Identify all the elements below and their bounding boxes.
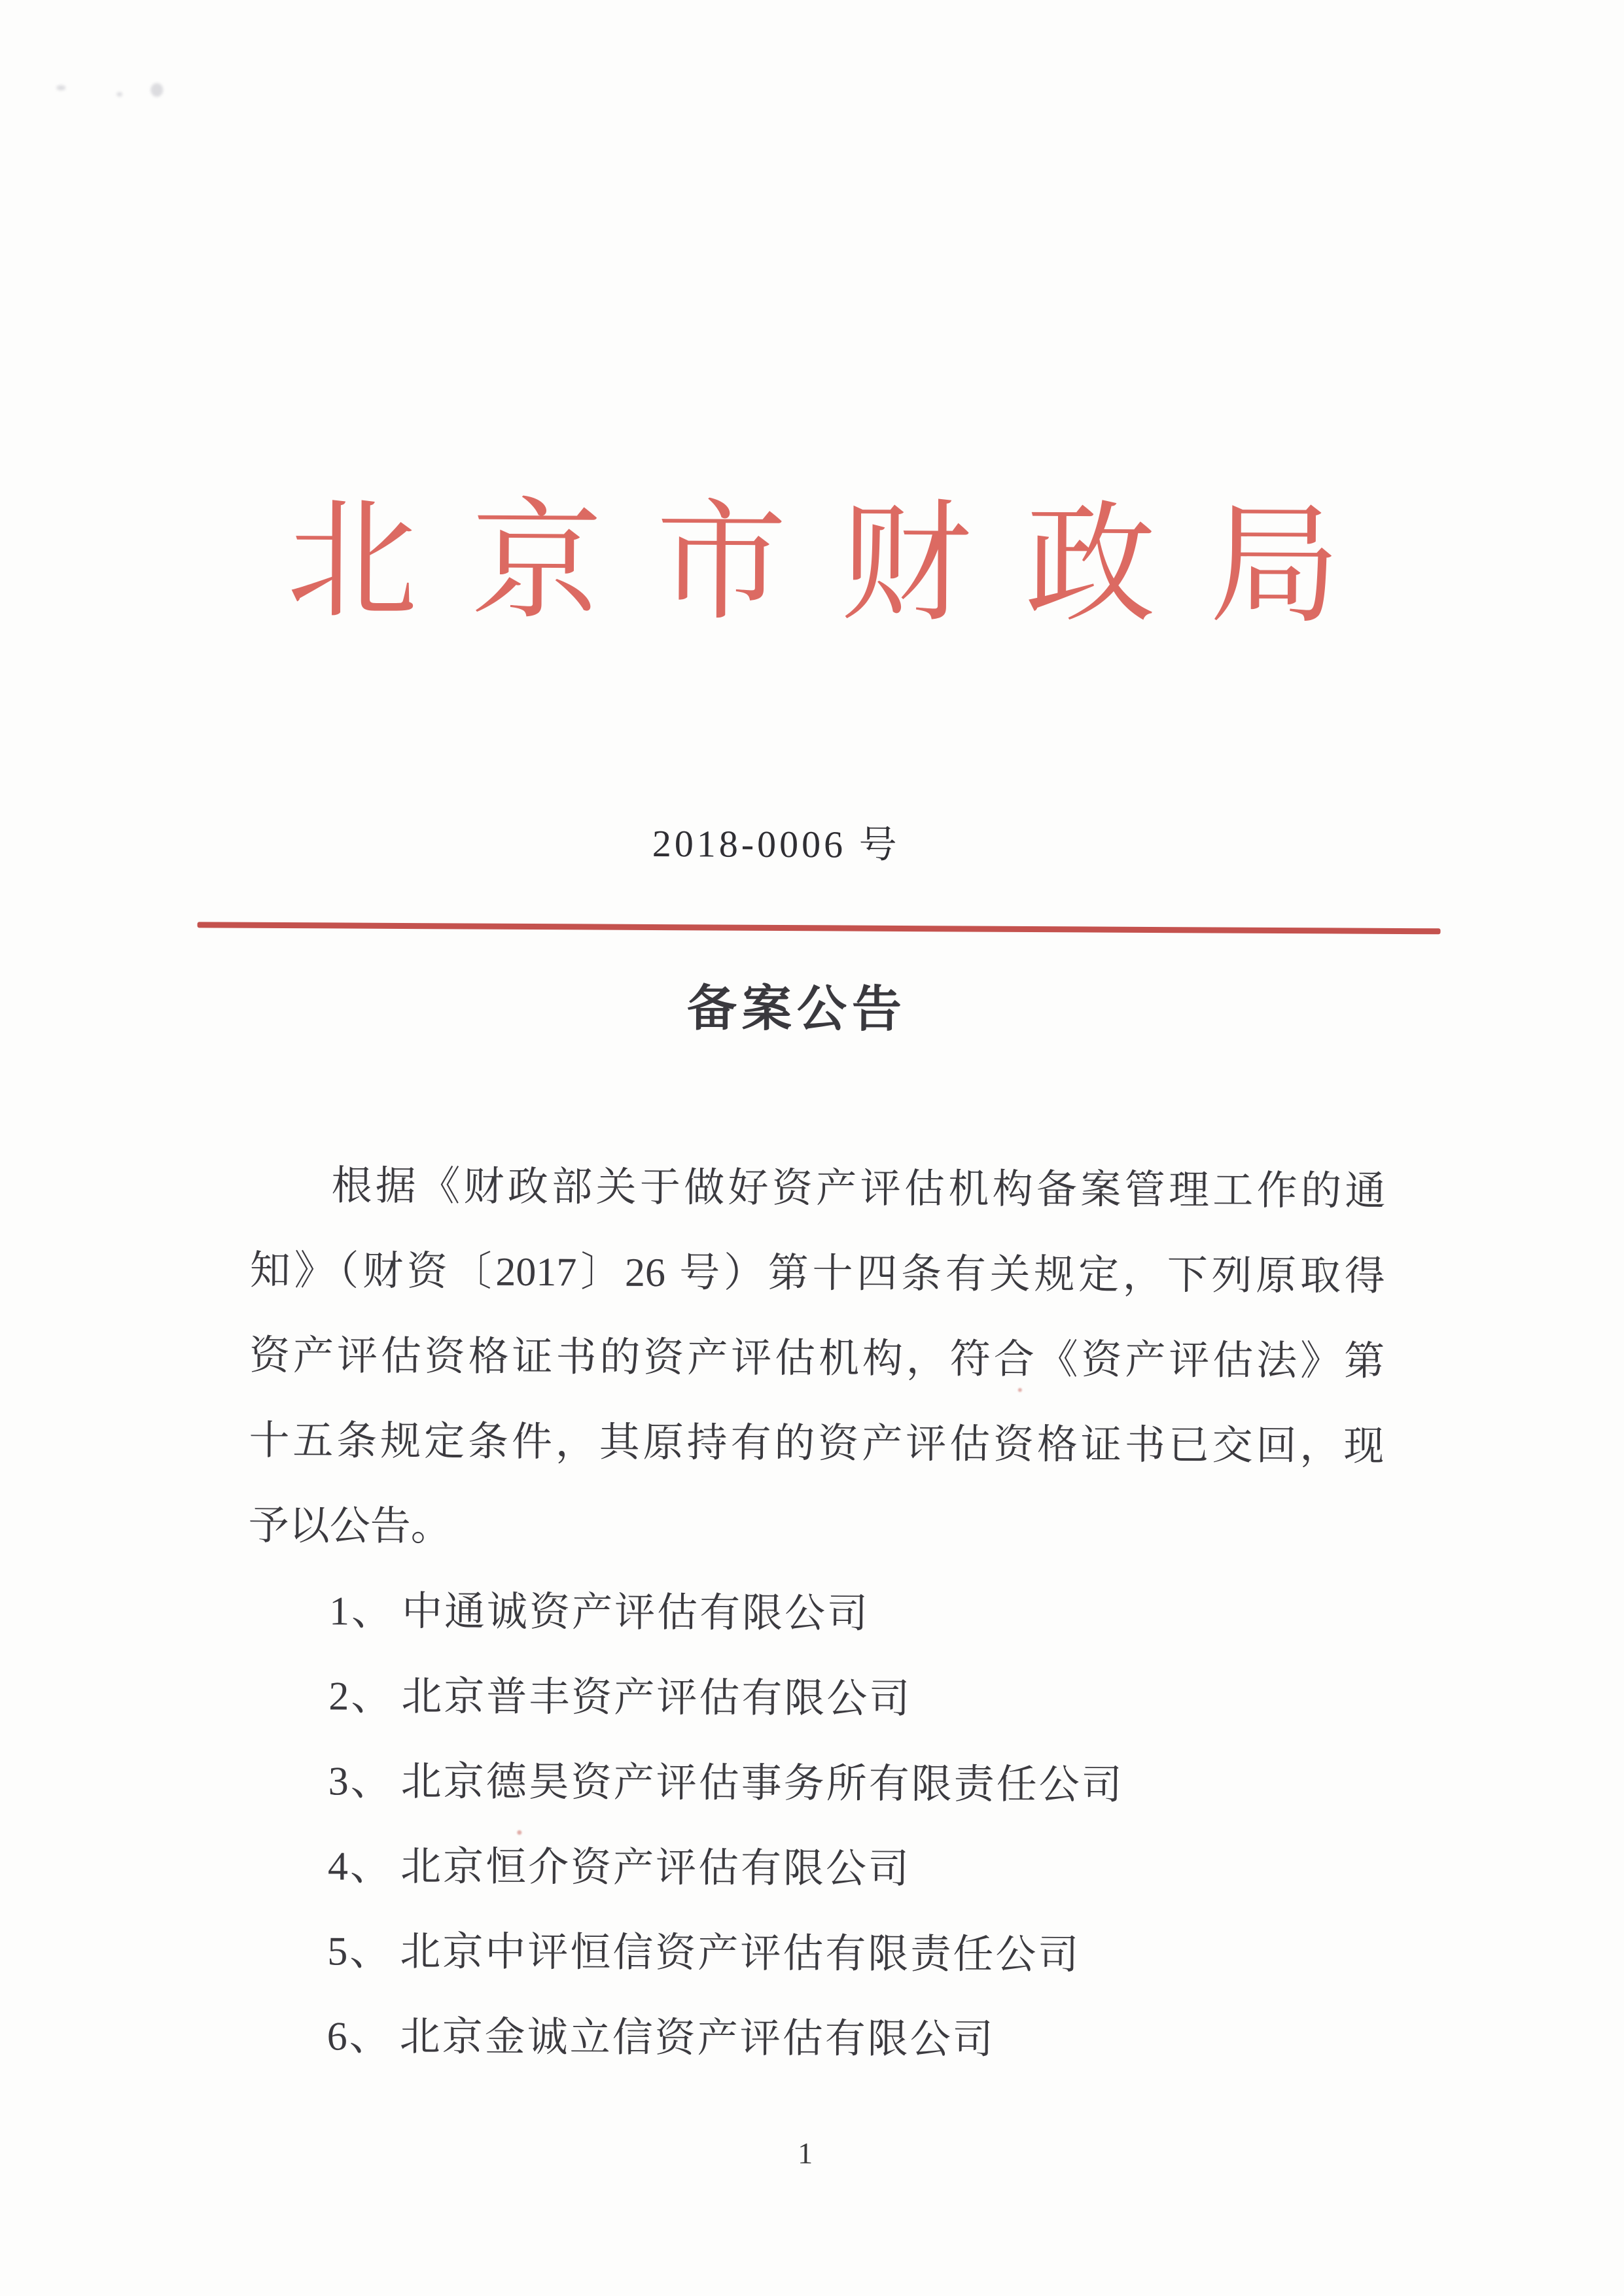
company-name: 北京普丰资产评估有限公司 [401, 1674, 912, 1722]
list-item-number: 2、 [328, 1674, 394, 1719]
list-item [247, 1824, 1383, 1915]
list-item [248, 1569, 1384, 1660]
paragraph-line: 资产评估资格证书的资产评估机构，符合《资产评估法》第 [249, 1333, 1385, 1384]
notice-heading [0, 977, 1623, 1042]
scan-artifact [150, 83, 163, 97]
company-name: 北京恒介资产评估有限公司 [400, 1844, 911, 1892]
paragraph-line: 知》（财资〔2017〕26 号）第十四条有关规定，下列原取得 [249, 1248, 1385, 1299]
scan-artifact [56, 85, 65, 90]
list-item [246, 1909, 1382, 2000]
list-item [247, 1654, 1383, 1745]
document-number [0, 818, 1624, 872]
company-name: 北京金诚立信资产评估有限公司 [399, 2014, 995, 2062]
page-number: 1 [798, 2136, 813, 2170]
company-name: 北京中评恒信资产评估有限责任公司 [400, 1929, 1081, 1978]
notice-heading-text: 备案公告 [686, 981, 908, 1038]
agency-title-text: 北京市财政局 [286, 489, 1395, 640]
document-number-text: 2018-0006 号 [652, 822, 900, 866]
paragraph-line: 予以公告。 [248, 1503, 451, 1550]
paragraph-line: 根据《财政部关于做好资产评估机构备案管理工作的通 [331, 1164, 1386, 1214]
list-item-number: 6、 [327, 2014, 392, 2059]
list-item [247, 1739, 1383, 1830]
list-item-number: 3、 [328, 1759, 393, 1804]
list-item [245, 1994, 1381, 2085]
list-item-number: 5、 [327, 1929, 393, 1974]
scan-artifact [116, 92, 122, 97]
company-name: 北京德昊资产评估事务所有限责任公司 [400, 1759, 1124, 1808]
notice-body [245, 1143, 1385, 2085]
paragraph-line: 十五条规定条件，其原持有的资产评估资格证书已交回，现 [249, 1418, 1385, 1469]
agency-title [1, 485, 1624, 644]
company-list [245, 1569, 1383, 2085]
list-item-number: 4、 [327, 1844, 393, 1889]
list-item-number: 1、 [328, 1589, 395, 1634]
company-name: 中通诚资产评估有限公司 [401, 1589, 870, 1637]
red-divider-line [198, 922, 1441, 934]
